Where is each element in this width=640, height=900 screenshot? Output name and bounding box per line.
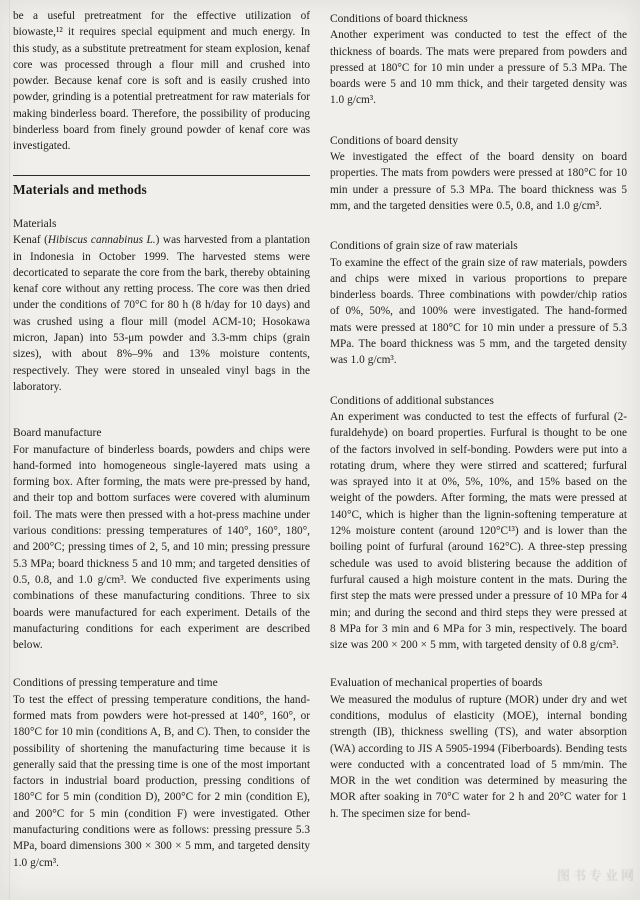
subheading-evaluation: Evaluation of mechanical properties of boards [330,677,543,690]
thickness-paragraph: Another experiment was conducted to test the effect of the thickness of boards. The mats were prepared from powders and pressed at 180°C for 10 min under a pressure of 5.3 MPa. The boards were 5 and 10 mm thick, and their targeted density was 1.0 g/cm³. [330,29,627,107]
materials-paragraph-start: Kenaf ( [13,234,48,247]
subheading-board-manufacture: Board manufacture [13,427,102,440]
pressing-paragraph: To test the effect of pressing temperature conditions, the hand-formed mats from powders were hot-pressed at 140°, 160°, or 180°C for 10 min (conditions A, B, and C). Then, to consider the possibility of shortening the manufacturing time because it is generally said that the pressing time is one of the most important factors in industrial board production, pressing conditions of 180°C for 5 min (condition D), 200°C for 2 min (condition E), and 200°C for 5 min (condition F) were investigated. Other manufacturing conditions were as follows: pressing pressure 5.3 MPa, board dimensions 300 × 300 × 5 mm, and targeted density 1.0 g/cm³. [13,693,310,869]
intro-paragraph: be a useful pretreatment for the effective utilization of biowaste,¹² it requires special equipment and much energy. In this study, as a substitute pretreatment for steam explosion, kenaf core was processed through a flour mill and crushed into powder. Because kenaf core is soft and is easily crushed into powder, grinding is a potential pretreatment for raw materials for making binderless board. Therefore, the possibility of producing binderless board from finely ground powder of kenaf core was investigated. [13,10,310,153]
subheading-grain-size: Conditions of grain size of raw materials [330,240,518,253]
section-heading-materials-and-methods: Materials and methods [13,181,147,197]
subheading-board-density: Conditions of board density [330,134,459,147]
evaluation-paragraph: We measured the modulus of rupture (MOR) under dry and wet conditions, modulus of elasticity (MOE), internal bonding strength (IB), thickness swelling (TS), and water absorption (WA) according to JIS A 5905-1994 (Fiberboards). Bending tests were conducted with a concentrated load of 5 mm/min. The MOR in the wet condition was determined by measuring the MOR after soaking in 70°C water for 2 h and 20°C water for 1 h. The specimen size for bend- [330,693,627,820]
site-watermark: 图书专业网 [556,868,637,883]
two-column-layout [13,8,627,871]
subheading-board-thickness: Conditions of board thickness [330,13,468,25]
grain-size-paragraph: To examine the effect of the grain size of raw materials, powders and chips were mixed in various proportions to prepare binderless boards. Three combinations with powder/chip ratios of 0%, 50%, and 100% were investigated. The hand-formed mats were pressed at 180°C for 10 min under a pressure of 5.3 MPa. The board thickness was 5 mm, and the targeted density was 1.0 g/cm³. [330,256,627,367]
additional-substances-paragraph: An experiment was conducted to test the effects of furfural (2-furaldehyde) on board properties. Furfural is thought to be one of the factors involved in self-bonding. Powders were put into a rotating drum, where they were stirred and scattered; furfural was sprayed into it at 0%, 5%, 10%, and 15% based on the weight of the powders. After forming, the mats were pressed at 140°C, which is higher than the lignin-softening temperature at 12% moisture content (around 120°C¹³) and is lower than the boiling point of furfural (around 162°C). A three-step pressing schedule was used to avoid blistering because the addition of furfural caused a high moisture content in the mats. During the first step the mats were pressed under a pressure of 10 MPa for 4 min; and during the second and third steps they were pressed at 8 MPa for 3 min and 6 MPa for 3 min, respectively. The board size was 200 × 200 × 5 mm, with targeted density of 0.8 g/cm³. [330,410,627,652]
board-manufacture-paragraph: For manufacture of binderless boards, powders and chips were hand-formed into homogeneous single-layered mats using a forming box. After forming, the mats were pre-pressed by hand, and their top and bottom surfaces were covered with aluminum foil. The mats were then pressed with a hot-press machine under various conditions: pressing temperatures of 140°, 160°, 180°, and 200°C; pressing times of 2, 5, and 10 min; pressing pressure 5.3 MPa; board thickness 5 and 10 mm; and targeted densities of 0.5, 0.8, and 1.0 g/cm³. We conducted five experiments using combinations of these manufacturing conditions. Three to six boards were manufactured for each experiment. Details of the manufacturing conditions for each experiment are described below. [13,443,310,652]
left-column [13,8,310,871]
subheading-additional-substances: Conditions of additional substances [330,394,494,407]
right-column [330,8,627,871]
subheading-pressing-temperature-time: Conditions of pressing temperature and time [13,677,218,690]
density-paragraph: We investigated the effect of the board density on board properties. The mats from powders were pressed at 180°C for 10 min under a pressure of 5.3 MPa. The board thickness was 5 mm, and the targeted densities were 0.5, 0.8, and 1.0 g/cm³. [330,151,627,212]
materials-paragraph [13,232,310,395]
subheading-materials: Materials [13,217,57,230]
species-name-italic: Hibiscus cannabinus L. [47,234,156,247]
section-divider-rule [13,175,310,176]
scan-crease-line [9,0,10,900]
materials-paragraph-rest: ) was harvested from a plantation in Indonesia in October 1999. The harvested stems were decorticated to separate the core from the bark, thereby obtaining kenaf core without any retting process. The core was then dried under the conditions of 70°C for 80 h (8 h/day for 10 days) and was crushed using a flour mill (model ACM-10; Hosokawa micron, Japan) into 53-μm powder and 3.3-mm chips (grain sizes), with about 8%–9% and 13% moisture contents, respectively. They were stored in unsealed vinyl bags in the laboratory. [13,234,310,393]
